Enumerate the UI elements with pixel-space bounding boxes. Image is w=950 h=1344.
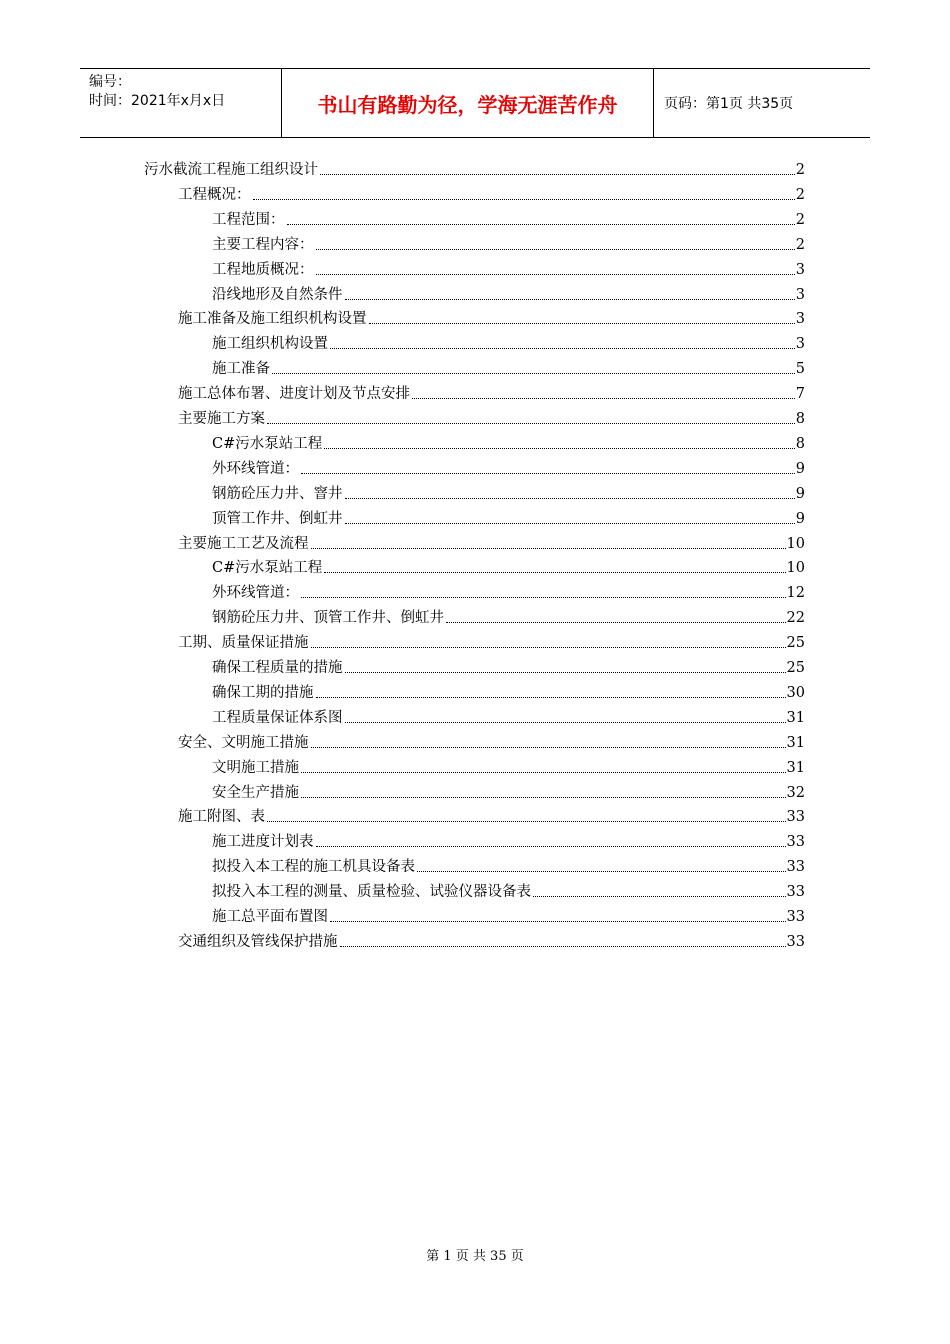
toc-entry[interactable]: [212, 208, 805, 230]
toc-entry[interactable]: [212, 681, 805, 703]
toc-entry-page: 30: [786, 684, 805, 701]
toc-entry-page: 31: [786, 759, 805, 776]
toc-entry-title: 主要施工方案: [178, 411, 265, 427]
toc-entry-title: 沿线地形及自然条件: [212, 286, 343, 303]
toc-entry-page: 7: [795, 386, 805, 403]
doc-time-label: 时间：2021年x月x日: [89, 93, 226, 109]
toc-dot-leader: [311, 647, 786, 648]
toc-entry-page: 8: [795, 435, 805, 452]
toc-dot-leader: [267, 423, 795, 424]
toc-entry[interactable]: [212, 258, 805, 280]
toc-entry-title: 确保工程质量的措施: [212, 660, 343, 676]
toc-entry[interactable]: [212, 656, 805, 678]
toc-dot-leader: [301, 597, 786, 598]
toc-entry-title: 文明施工措施: [212, 759, 299, 776]
toc-dot-leader: [287, 224, 795, 225]
toc-entry-title: 钢筋砼压力井、顶管工作井、倒虹井: [212, 610, 444, 627]
toc-entry-page: 3: [795, 311, 805, 328]
toc-entry-title: 施工准备及施工组织机构设置: [178, 311, 367, 328]
toc-entry[interactable]: [178, 930, 805, 952]
toc-entry[interactable]: [178, 382, 805, 404]
toc-entry-page: 31: [786, 734, 805, 751]
toc-entry-title: C#污水泵站工程: [212, 435, 323, 452]
toc-entry[interactable]: [212, 905, 805, 927]
toc-entry[interactable]: [212, 357, 805, 379]
toc-entry-title: 拟投入本工程的测量、质量检验、试验仪器设备表: [212, 884, 531, 901]
toc-dot-leader: [345, 498, 795, 499]
toc-dot-leader: [330, 348, 795, 349]
toc-entry[interactable]: [178, 532, 805, 554]
toc-entry[interactable]: [178, 183, 805, 205]
toc-entry-page: 2: [795, 162, 805, 178]
toc-dot-leader: [316, 846, 786, 847]
toc-entry-page: 8: [795, 411, 805, 427]
toc-entry[interactable]: [212, 606, 805, 628]
toc-entry-page: 33: [786, 859, 805, 876]
toc-entry[interactable]: [212, 706, 805, 728]
toc-entry-title: 施工总体布署、进度计划及节点安排: [178, 386, 410, 403]
toc-dot-leader: [324, 572, 785, 573]
toc-dot-leader: [301, 797, 786, 798]
toc-entry-title: 安全、文明施工措施: [178, 734, 309, 751]
toc-entry[interactable]: [212, 830, 805, 852]
toc-entry[interactable]: [212, 507, 805, 529]
toc-entry-title: 交通组织及管线保护措施: [178, 933, 338, 950]
toc-entry-page: 32: [786, 784, 805, 801]
toc-dot-leader: [345, 672, 786, 673]
toc-entry[interactable]: [212, 233, 805, 255]
toc-entry-title: 工程地质概况：: [212, 261, 314, 278]
toc-dot-leader: [311, 747, 786, 748]
toc-entry-title: 工程范围：: [212, 211, 285, 228]
toc-entry-title: 主要施工工艺及流程: [178, 535, 309, 552]
toc-entry-page: 2: [795, 236, 805, 253]
toc-entry-title: 确保工期的措施: [212, 684, 314, 701]
toc-dot-leader: [369, 323, 795, 324]
toc-entry-page: 25: [786, 660, 805, 676]
toc-dot-leader: [446, 622, 786, 623]
toc-dot-leader: [253, 199, 795, 200]
toc-dot-leader: [316, 249, 795, 250]
toc-dot-leader: [301, 772, 786, 773]
toc-entry-page: 3: [795, 286, 805, 303]
toc-entry-page: 33: [786, 933, 805, 950]
toc-dot-leader: [417, 871, 786, 872]
toc-entry-title: 施工进度计划表: [212, 834, 314, 851]
toc-dot-leader: [316, 697, 786, 698]
toc-entry-title: 拟投入本工程的施工机具设备表: [212, 859, 415, 876]
toc-entry-title: 钢筋砼压力井、窨井: [212, 485, 343, 502]
toc-entry[interactable]: [212, 581, 805, 603]
toc-dot-leader: [533, 896, 786, 897]
toc-dot-leader: [330, 921, 786, 922]
toc-entry-title: 主要工程内容：: [212, 236, 314, 253]
toc-entry[interactable]: [212, 432, 805, 454]
toc-dot-leader: [412, 398, 795, 399]
toc-dot-leader: [267, 821, 786, 822]
toc-entry[interactable]: [178, 731, 805, 753]
toc-entry-page: 33: [786, 909, 805, 925]
toc-dot-leader: [324, 448, 795, 449]
toc-entry-title: 工程质量保证体系图: [212, 709, 343, 726]
toc-entry-page: 25: [786, 635, 805, 652]
header-page-info: 页码：第1页 共35页: [664, 96, 794, 112]
toc-entry-title: 工期、质量保证措施: [178, 635, 309, 652]
header-meta: [80, 69, 282, 137]
toc-entry-title: 施工总平面布置图: [212, 909, 328, 925]
toc-entry[interactable]: [212, 457, 805, 479]
header-motto: 书山有路勤为径，学海无涯苦作舟: [282, 69, 654, 137]
toc-dot-leader: [320, 174, 795, 175]
toc-dot-leader: [311, 548, 786, 549]
page-footer: 第 1 页 共 35 页: [426, 1249, 524, 1264]
toc-entry-title: C#污水泵站工程: [212, 560, 323, 577]
toc-entry-title: 外环线管道：: [212, 585, 299, 602]
toc-entry-page: 12: [786, 585, 805, 602]
toc-entry-title: 安全生产措施: [212, 784, 299, 801]
toc-entry[interactable]: [212, 880, 805, 902]
toc-entry-page: 10: [786, 560, 805, 577]
toc-entry[interactable]: [178, 805, 805, 827]
toc-entry-page: 33: [786, 834, 805, 851]
toc-dot-leader: [316, 274, 795, 275]
toc-entry-page: 33: [786, 884, 805, 901]
toc-entry-page: 2: [795, 211, 805, 228]
toc-entry-title: 顶管工作井、倒虹井: [212, 510, 343, 527]
toc-entry[interactable]: [212, 482, 805, 504]
toc-entry-page: 2: [795, 186, 805, 203]
toc-dot-leader: [345, 523, 795, 524]
toc-entry-page: 9: [795, 460, 805, 477]
toc-entry[interactable]: [144, 158, 805, 180]
toc-entry[interactable]: [212, 781, 805, 803]
toc-entry-page: 31: [786, 709, 805, 726]
toc-entry-title: 污水截流工程施工组织设计: [144, 162, 318, 178]
toc-entry[interactable]: [212, 756, 805, 778]
doc-number-label: 编号：: [89, 74, 131, 90]
toc-entry[interactable]: [212, 283, 805, 305]
toc-dot-leader: [345, 299, 795, 300]
toc-entry[interactable]: [212, 332, 805, 354]
toc-entry-page: 3: [795, 336, 805, 353]
toc-entry-title: 工程概况：: [178, 186, 251, 203]
toc-entry[interactable]: [212, 855, 805, 877]
toc-entry-page: 33: [786, 809, 805, 826]
toc-entry[interactable]: [212, 556, 805, 578]
toc-entry[interactable]: [178, 307, 805, 329]
toc-entry-title: 外环线管道：: [212, 460, 299, 477]
toc-entry[interactable]: [178, 631, 805, 653]
toc-entry-title: 施工准备: [212, 361, 270, 378]
toc-entry-page: 5: [795, 361, 805, 378]
toc-entry-page: 10: [786, 535, 805, 552]
toc-entry-page: 3: [795, 261, 805, 278]
toc-entry-title: 施工组织机构设置: [212, 336, 328, 353]
toc-dot-leader: [301, 473, 795, 474]
toc-entry-page: 22: [786, 610, 805, 627]
toc-dot-leader: [272, 373, 795, 374]
toc-dot-leader: [340, 946, 786, 947]
toc-entry-title: 施工附图、表: [178, 809, 265, 826]
toc-entry-page: 9: [795, 510, 805, 527]
page-header: [80, 68, 870, 138]
toc-entry-page: 9: [795, 485, 805, 502]
toc-dot-leader: [345, 722, 786, 723]
toc-entry[interactable]: [178, 407, 805, 429]
